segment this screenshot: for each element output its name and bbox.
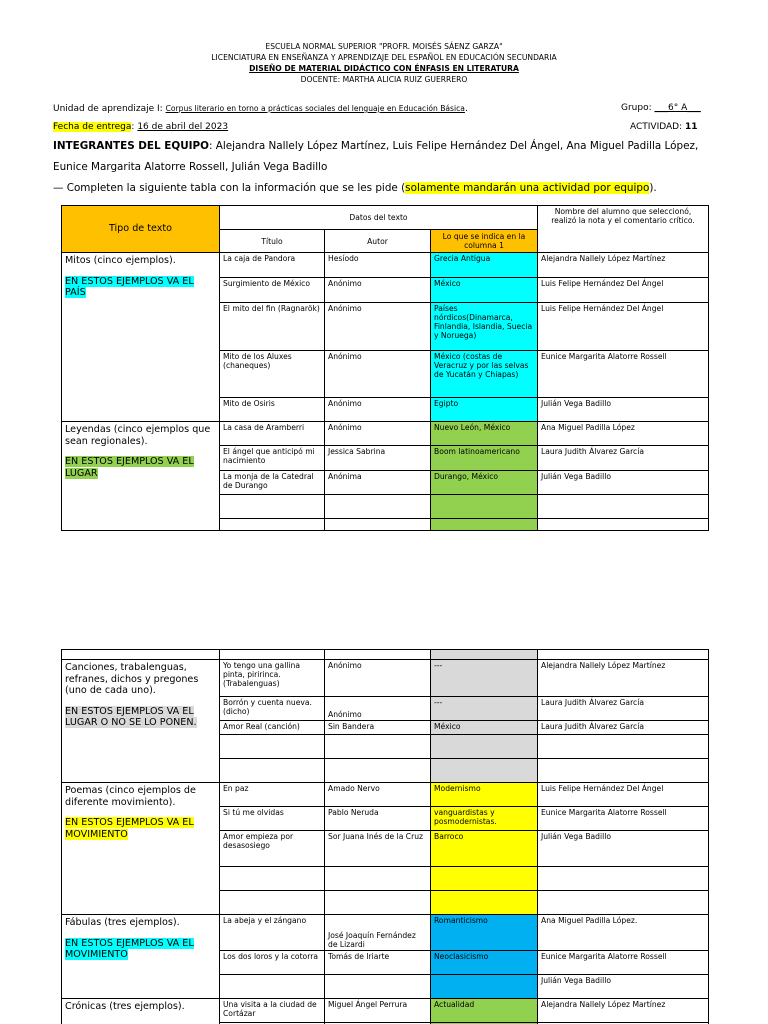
- cell-autor: Pablo Neruda: [325, 807, 431, 831]
- cell-nombre: Laura Judith Álvarez García: [538, 721, 709, 735]
- cell-indica: [431, 735, 538, 759]
- cell-indica: Modernismo: [431, 783, 538, 807]
- actividad-line: [630, 121, 698, 134]
- cell-autor: Miguel Ángel Perrura: [325, 999, 431, 1023]
- cell-titulo: [220, 975, 325, 999]
- cell-autor: Sin Bandera: [325, 721, 431, 735]
- cell-nombre: Julián Vega Badillo: [538, 398, 709, 422]
- cell-indica: Boom latinoamericano: [431, 446, 538, 471]
- category-label: Fábulas (tres ejemplos).: [65, 917, 180, 928]
- table-row: [62, 422, 709, 446]
- cell-autor: Tomás de Iriarte: [325, 951, 431, 975]
- cell-titulo: La monja de la Catedral de Durango: [220, 471, 325, 495]
- cell-indica: [431, 495, 538, 519]
- integrantes-label: INTEGRANTES DEL EQUIPO: [53, 140, 209, 152]
- degree-name: LICENCIATURA EN ENSEÑANZA Y APRENDIZAJE DEL ESPAÑOL EN EDUCACIÓN SECUNDARIA: [211, 53, 557, 62]
- cell-titulo: [220, 867, 325, 891]
- cell-titulo: [220, 495, 325, 519]
- cell-autor: Amado Nervo: [325, 783, 431, 807]
- cell-nombre: Julián Vega Badillo: [538, 975, 709, 999]
- cell-indica: Grecia Antigua: [431, 253, 538, 278]
- cell-titulo: El ángel que anticipó mi nacimiento: [220, 446, 325, 471]
- cell-indica: ---: [431, 660, 538, 697]
- instruction-start: — Completen la siguiente tabla con la información que se les pide (: [53, 182, 406, 194]
- cell-titulo: Los dos loros y la cotorra: [220, 951, 325, 975]
- cell-nombre: Alejandra Nallely López Martínez: [538, 999, 709, 1023]
- table-literary-texts-1: [61, 205, 709, 531]
- cell-indica: [431, 519, 538, 531]
- actividad-label: ACTIVIDAD:: [630, 122, 685, 132]
- category-poemas: [62, 783, 220, 915]
- cell-nombre: Laura Judith Álvarez García: [538, 446, 709, 471]
- cell-titulo: El mito del fin (Ragnarök): [220, 303, 325, 351]
- header-autor: Autor: [325, 230, 431, 253]
- cell-titulo: Si tú me olvidas: [220, 807, 325, 831]
- category-label: Mitos (cinco ejemplos).: [65, 255, 176, 266]
- category-note: EN ESTOS EJEMPLOS VA EL PAÍS: [65, 275, 194, 298]
- integrantes-names-1: : Alejandra Nallely López Martínez, Luis Felipe Hernández Del Ángel, Ana Miguel Padilla López,: [208, 140, 699, 152]
- course-name: DISEÑO DE MATERIAL DIDÁCTICO CON ÉNFASIS EN LITERATURA: [249, 64, 519, 73]
- cell-nombre: [538, 891, 709, 915]
- category-label: Canciones, trabalenguas, refranes, dichos y pregones (uno de cada uno).: [65, 662, 199, 696]
- cell-indica: vanguardistas y posmodernistas.: [431, 807, 538, 831]
- cell-indica: [431, 891, 538, 915]
- cell-nombre: Luis Felipe Hernández Del Ángel: [538, 783, 709, 807]
- category-note: EN ESTOS EJEMPLOS VA EL LUGAR O NO SE LO PONEN.: [65, 705, 197, 728]
- category-mitos: [62, 253, 220, 422]
- cell-nombre: [538, 867, 709, 891]
- fecha-value: 16 de abril del 2023: [137, 122, 229, 132]
- cell-indica: México (costas de Veracruz y por las selvas de Yucatán y Chiapas): [431, 351, 538, 398]
- teacher-name: DOCENTE: MARTHA ALICIA RUIZ GUERRERO: [300, 75, 468, 84]
- fecha-label: Fecha de entrega: [53, 122, 132, 132]
- integrantes-line: [53, 139, 698, 153]
- cell-nombre: Alejandra Nallely López Martínez: [538, 253, 709, 278]
- cell-titulo: [220, 735, 325, 759]
- cell-nombre: Alejandra Nallely López Martínez: [538, 660, 709, 697]
- unidad-value: Corpus literario en torno a prácticas sociales del lenguaje en Educación Básica: [165, 104, 465, 113]
- cell-titulo: Borrón y cuenta nueva. (dicho): [220, 697, 325, 721]
- table-row: [62, 253, 709, 278]
- cell-autor: [325, 735, 431, 759]
- unidad-label: Unidad de aprendizaje I:: [53, 104, 166, 114]
- cell-autor: José Joaquín Fernández de Lizardi: [325, 915, 431, 951]
- cell-autor: [325, 495, 431, 519]
- category-label: Poemas (cinco ejemplos de diferente movimiento).: [65, 785, 196, 808]
- cell-indica: Durango, México: [431, 471, 538, 495]
- cell-titulo: [220, 891, 325, 915]
- cell-autor: Jessica Sabrina: [325, 446, 431, 471]
- cell-autor: Anónimo: [325, 351, 431, 398]
- cell-autor: [325, 891, 431, 915]
- category-fabulas: [62, 915, 220, 999]
- cell-titulo: En paz: [220, 783, 325, 807]
- category-note: EN ESTOS EJEMPLOS VA EL MOVIMIENTO: [65, 817, 194, 840]
- cell-indica: [431, 975, 538, 999]
- table-row: [62, 650, 709, 660]
- cell-autor: Hesíodo: [325, 253, 431, 278]
- cell-titulo: [220, 519, 325, 531]
- fecha-line: Fecha de entrega: 16 de abril del 2023: [53, 122, 229, 132]
- cell-autor: Anónima: [325, 471, 431, 495]
- cell-indica: México: [431, 278, 538, 303]
- cell-nombre: [538, 519, 709, 531]
- header-titulo: Título: [220, 230, 325, 253]
- cell-indica: Actualidad: [431, 999, 538, 1023]
- cell-nombre: Luis Felipe Hernández Del Ángel: [538, 278, 709, 303]
- cell-autor: Anónimo: [325, 697, 431, 721]
- header-datos-texto: Datos del texto: [220, 206, 538, 230]
- cell-nombre: [538, 735, 709, 759]
- cell-indica: Egipto: [431, 398, 538, 422]
- cell-indica: Romanticismo: [431, 915, 538, 951]
- unidad-line: Unidad de aprendizaje I: Corpus literario en torno a prácticas sociales del lenguaje en Educación Básica.: [53, 104, 468, 114]
- cell-titulo: La casa de Aramberri: [220, 422, 325, 446]
- cell-autor: Anónimo: [325, 398, 431, 422]
- cell-autor: Anónimo: [325, 660, 431, 697]
- header-tipo-texto: Tipo de texto: [62, 206, 220, 253]
- category-canciones: [62, 660, 220, 783]
- category-leyendas: [62, 422, 220, 531]
- cell-titulo: Mito de Osiris: [220, 398, 325, 422]
- cell-autor: [325, 759, 431, 783]
- cell-titulo: La caja de Pandora: [220, 253, 325, 278]
- cell-titulo: Amor Real (canción): [220, 721, 325, 735]
- cell-nombre: [538, 759, 709, 783]
- cell-indica: ---: [431, 697, 538, 721]
- header-nombre-alumno: Nombre del alumno que seleccionó, realizó la nota y el comentario crítico.: [538, 206, 709, 253]
- cell-nombre: Julián Vega Badillo: [538, 831, 709, 867]
- cell-titulo: Una visita a la ciudad de Cortázar: [220, 999, 325, 1023]
- cell-titulo: [220, 759, 325, 783]
- grupo-label: Grupo:: [621, 103, 655, 113]
- table-row: [62, 660, 709, 697]
- cell-titulo: Yo tengo una gallina pinta, piririnca. (Trabalenguas): [220, 660, 325, 697]
- category-label: Leyendas (cinco ejemplos que sean regionales).: [65, 424, 211, 447]
- category-cronicas: [62, 999, 220, 1024]
- cell-indica: Neoclasicismo: [431, 951, 538, 975]
- cell-autor: [325, 519, 431, 531]
- cell-indica: [431, 867, 538, 891]
- cell-autor: Anónimo: [325, 278, 431, 303]
- header-indica: Lo que se indica en la columna 1: [431, 230, 538, 253]
- actividad-value: 11: [685, 122, 698, 132]
- cell-titulo: Mito de los Aluxes (chaneques): [220, 351, 325, 398]
- table-row: [62, 915, 709, 951]
- cell-titulo: Amor empieza por desasosiego: [220, 831, 325, 867]
- cell-autor: Anónimo: [325, 422, 431, 446]
- cell-indica: [431, 759, 538, 783]
- school-name: ESCUELA NORMAL SUPERIOR "PROFR. MOISÉS SÁENZ GARZA": [265, 42, 503, 51]
- cell-autor: Anónimo: [325, 303, 431, 351]
- cell-titulo: La abeja y el zángano: [220, 915, 325, 951]
- cell-nombre: Luis Felipe Hernández Del Ángel: [538, 303, 709, 351]
- cell-nombre: Laura Judith Álvarez García: [538, 697, 709, 721]
- grupo-value: ___6° A___: [654, 103, 701, 113]
- instruction-line: [53, 181, 657, 195]
- cell-nombre: [538, 495, 709, 519]
- cell-nombre: Eunice Margarita Alatorre Rossell: [538, 351, 709, 398]
- cell-autor: [325, 867, 431, 891]
- cell-indica: Barroco: [431, 831, 538, 867]
- cell-autor: Sor Juana Inés de la Cruz: [325, 831, 431, 867]
- instruction-highlight: solamente mandarán una actividad por equipo: [405, 182, 650, 194]
- cell-nombre: Julián Vega Badillo: [538, 471, 709, 495]
- grupo-line: [621, 102, 701, 115]
- cell-nombre: Eunice Margarita Alatorre Rossell: [538, 807, 709, 831]
- table-row: [62, 783, 709, 807]
- cell-nombre: Eunice Margarita Alatorre Rossell: [538, 951, 709, 975]
- cell-titulo: Surgimiento de México: [220, 278, 325, 303]
- table-literary-texts-2: [61, 649, 709, 1024]
- cell-indica: Países nórdicos(Dinamarca, Finlandia, Islandia, Suecia y Noruega): [431, 303, 538, 351]
- category-note: EN ESTOS EJEMPLOS VA EL LUGAR: [65, 456, 194, 479]
- integrantes-names-2: Eunice Margarita Alatorre Rossell, Julián Vega Badillo: [53, 161, 328, 173]
- table-row: [62, 999, 709, 1023]
- category-note: EN ESTOS EJEMPLOS VA EL MOVIMIENTO: [65, 937, 194, 960]
- cell-indica: Nuevo León, México: [431, 422, 538, 446]
- cell-autor: [325, 975, 431, 999]
- cell-nombre: Ana Miguel Padilla López: [538, 422, 709, 446]
- cell-nombre: Ana Miguel Padilla López.: [538, 915, 709, 951]
- instruction-end: ).: [649, 182, 657, 194]
- category-label: Crónicas (tres ejemplos).: [65, 1001, 185, 1012]
- cell-indica: México: [431, 721, 538, 735]
